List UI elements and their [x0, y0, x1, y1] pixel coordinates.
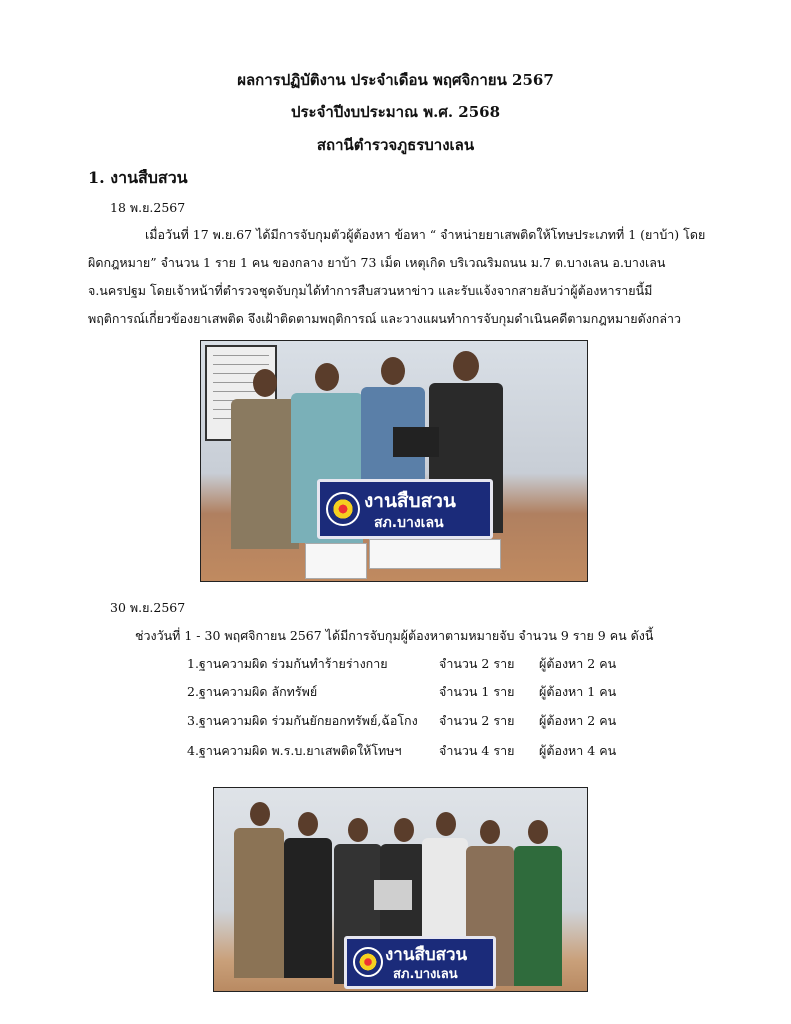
censor-block: [374, 880, 412, 910]
document-sheet: [369, 539, 501, 569]
entry-date: 18 พ.ย.2567: [110, 200, 186, 215]
case-people: ผู้ต้องหา 2 คน: [539, 656, 617, 671]
sign-title: งานสืบสวน: [385, 945, 468, 965]
investigation-sign: [344, 936, 496, 989]
case-label: 4.ฐานความผิด พ.ร.บ.ยาเสพติดให้โทษฯ: [187, 743, 402, 758]
case-count: จำนวน 2 ราย: [439, 656, 515, 671]
police-badge-icon: [353, 947, 383, 977]
sign-station: สภ.บางเลน: [393, 967, 458, 982]
police-badge-icon: [326, 492, 360, 526]
case-people: ผู้ต้องหา 1 คน: [539, 684, 617, 699]
paragraph-line: พฤติการณ์เกี่ยวข้องยาเสพติด จึงเฝ้าติดตามพฤติการณ์ และวางแผนทำการจับกุมดำเนินคดีตามกฎหมายดังกล่าว: [88, 311, 682, 326]
case-label: 3.ฐานความผิด ร่วมกันยักยอกทรัพย์,ฉ้อโกง: [187, 713, 418, 728]
paragraph-line: เมื่อวันที่ 17 พ.ย.67 ได้มีการจับกุมตัวผู้ต้องหา ข้อหา “ จำหน่ายยาเสพติดให้โทษประเภทที่ 1 (ยาบ้า) โดย: [145, 227, 706, 242]
arrest-photo: [200, 340, 588, 582]
investigation-sign: [317, 479, 493, 539]
case-label: 2.ฐานความผิด ลักทรัพย์: [187, 684, 318, 699]
sign-title: งานสืบสวน: [364, 490, 456, 512]
censor-block: [393, 427, 439, 457]
section-heading: 1. งานสืบสวน: [88, 168, 188, 187]
case-label: 1.ฐานความผิด ร่วมกันทำร้ายร่างกาย: [187, 656, 388, 671]
case-people: ผู้ต้องหา 2 คน: [539, 713, 617, 728]
case-people: ผู้ต้องหา 4 คน: [539, 743, 617, 758]
summary-line: ช่วงวันที่ 1 - 30 พฤศจิกายน 2567 ได้มีการจับกุมผู้ต้องหาตามหมายจับ จำนวน 9 ราย 9 คน ดังนี้: [135, 628, 654, 643]
sign-station: สภ.บางเลน: [374, 515, 444, 531]
case-count: จำนวน 4 ราย: [439, 743, 515, 758]
case-count: จำนวน 1 ราย: [439, 684, 515, 699]
paragraph-line: ผิดกฎหมาย” จำนวน 1 ราย 1 คน ของกลาง ยาบ้า 73 เม็ด เหตุเกิด บริเวณริมถนน ม.7 ต.บางเลน อ.บางเลน: [88, 255, 666, 270]
fiscal-year-title: ประจำปีงบประมาณ พ.ศ. 2568: [290, 103, 501, 121]
arrest-photo: [213, 787, 588, 992]
paragraph-line: จ.นครปฐม โดยเจ้าหน้าที่ตำรวจชุดจับกุมได้ทำการสืบสวนหาข่าว และรับแจ้งจากสายลับว่าผู้ต้องหารายนี้มี: [88, 283, 653, 298]
entry-date: 30 พ.ย.2567: [110, 600, 186, 615]
station-title: สถานีตำรวจภูธรบางเลน: [316, 136, 475, 154]
report-title: ผลการปฏิบัติงาน ประจำเดือน พฤศจิกายน 2567: [237, 71, 554, 89]
document-sheet: [305, 543, 367, 579]
case-count: จำนวน 2 ราย: [439, 713, 515, 728]
